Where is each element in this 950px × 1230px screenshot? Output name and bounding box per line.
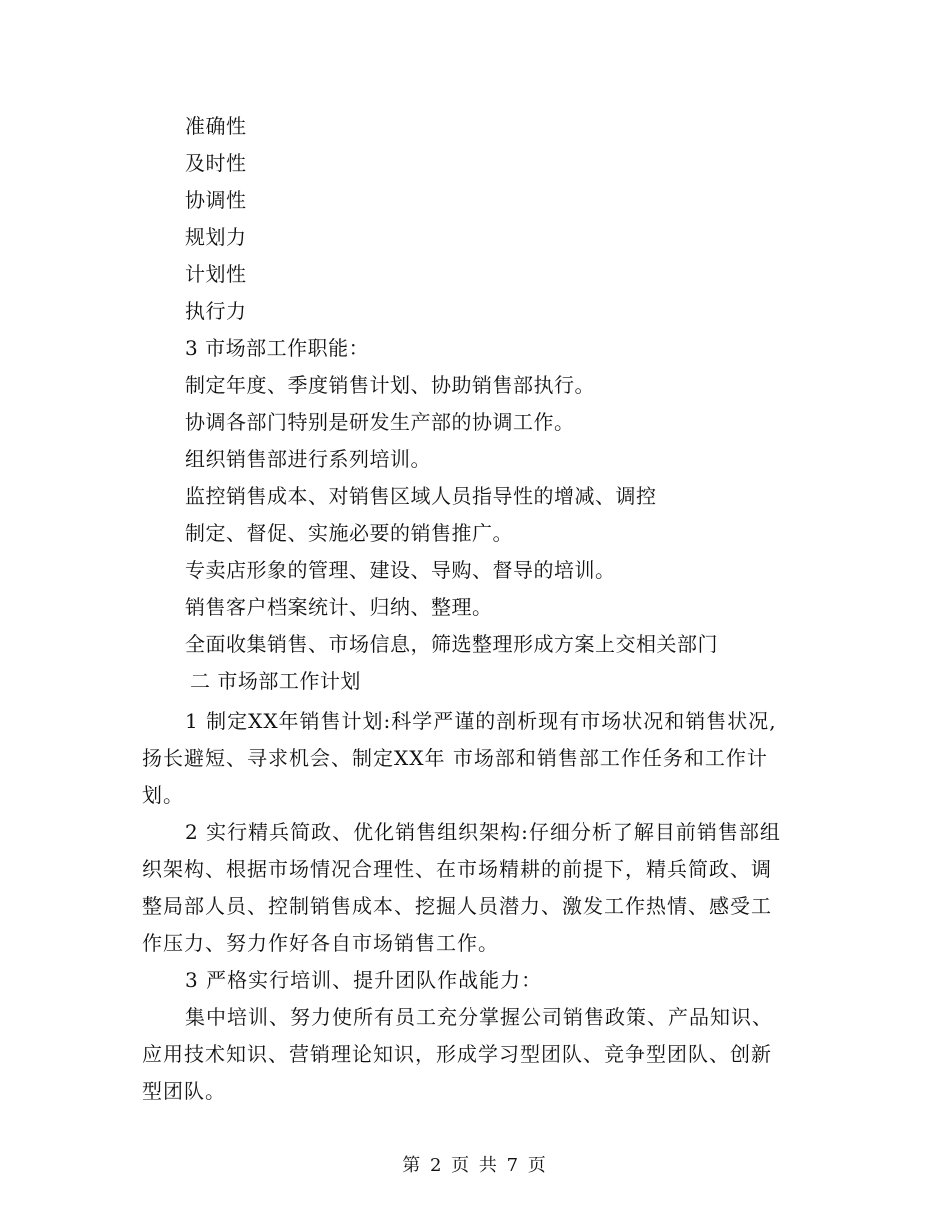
text-line: 组织销售部进行系列培训。 [185,447,431,471]
text-line: 执行力 [185,299,247,323]
paragraph-line: 应用技术知识、营销理论知识，形成学习型团队、竞争型团队、创新 [142,1042,772,1066]
paragraph-line: 1 制定XX年销售计划:科学严谨的剖析现有市场状况和销售状况, [185,709,777,733]
paragraph-line: 集中培训、努力使所有员工充分掌握公司销售政策、产品知识、 [185,1005,773,1029]
text-line: 协调性 [185,188,247,212]
paragraph-line: 织架构、根据市场情况合理性、在市场精耕的前提下，精兵简政、调 [142,857,772,881]
paragraph-line: 作压力、努力作好各自市场销售工作。 [142,931,499,955]
section-heading: 3 市场部工作职能： [185,336,370,360]
text-line: 规划力 [185,225,247,249]
page-footer: 第 2 页 共 7 页 [402,1155,548,1176]
text-line: 制定、督促、实施必要的销售推广。 [185,521,513,545]
paragraph-line: 划。 [142,783,184,807]
text-line: 监控销售成本、对销售区域人员指导性的增减、调控 [185,484,657,508]
text-line: 销售客户档案统计、归纳、整理。 [185,595,493,619]
text-line: 计划性 [185,262,247,286]
text-line: 及时性 [185,151,247,175]
paragraph-line: 型团队。 [142,1079,226,1103]
text-line: 协调各部门特别是研发生产部的协调工作。 [185,410,575,434]
section-heading: 二 市场部工作计划 [190,669,361,693]
text-line: 制定年度、季度销售计划、协助销售部执行。 [185,373,595,397]
paragraph-line: 整局部人员、控制销售成本、挖掘人员潜力、激发工作热情、感受工 [142,894,772,918]
paragraph-line: 3 严格实行培训、提升团队作战能力： [185,968,543,992]
paragraph-line: 2 实行精兵简政、优化销售组织架构:仔细分析了解目前销售部组 [185,820,781,844]
text-line: 专卖店形象的管理、建设、导购、督导的培训。 [185,558,616,582]
paragraph-line: 扬长避短、寻求机会、制定XX年 市场部和销售部工作任务和工作计 [142,746,768,770]
text-line: 全面收集销售、市场信息，筛选整理形成方案上交相关部门 [185,632,718,656]
text-line: 准确性 [185,114,247,138]
